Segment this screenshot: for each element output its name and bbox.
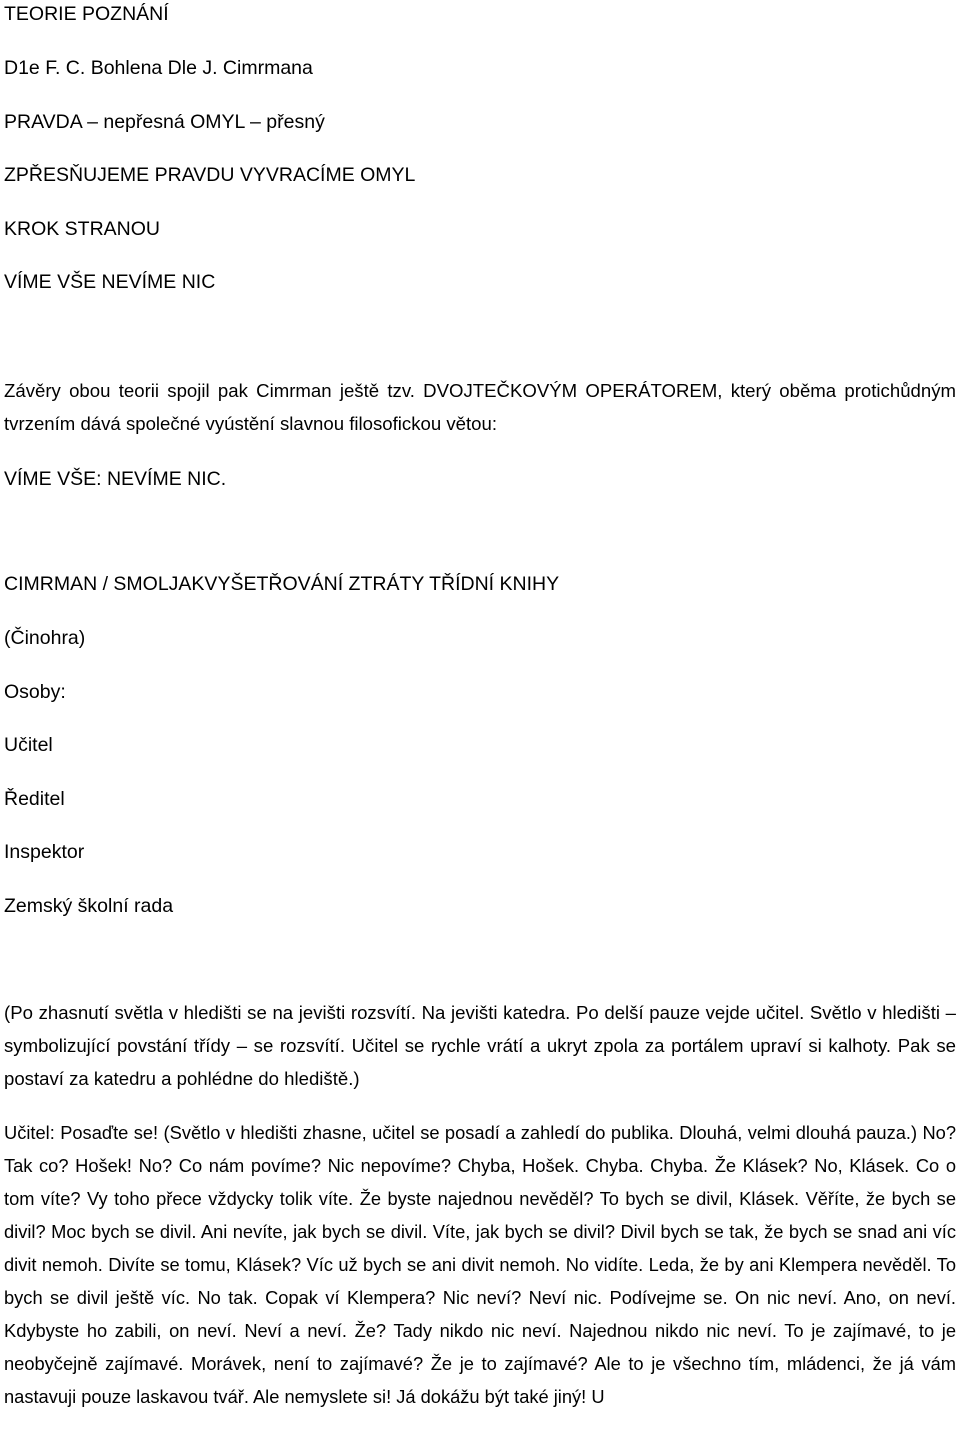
- stage-direction: (Po zhasnutí světla v hledišti se na jevišti rozsvítí. Na jevišti katedra. Po delší pauze vejde učitel. Světlo v hledišti – symbolizující povstání třídy – se rozsvítí. Učitel se rychle vrátí a ukryt zpola za portálem upraví si kalhoty. Pak se postaví za katedru a pohlédne do hlediště.): [4, 1002, 956, 1089]
- cast-member: Učitel: [4, 734, 53, 756]
- conclusion-paragraph: Závěry obou teorii spojil pak Cimrman ještě tzv. DVOJTEČKOVÝM OPERÁTOREM, který oběma protichůdným tvrzením dává společné vyústění slavnou filosofickou větou:: [4, 380, 956, 434]
- header-line-author: D1e F. C. Bohlena Dle J. Cimrmana: [4, 57, 313, 79]
- header-line-step-aside: KROK STRANOU: [4, 218, 161, 240]
- dialogue-text: Učitel: Posaďte se! (Světlo v hledišti zhasne, učitel se posadí a zahledí do publika. Dlouhá, velmi dlouhá pauza.) No? Tak co? Hošek! No? Co nám povíme? Nic nepovíme? Chyba, Hošek. Chyba. Chyba. Že Klásek? No, Klásek. Co o tom víte? Vy toho přece vždycky tolik víte. Že byste najednou nevěděl? To bych se divil, Klásek. Věříte, že bych se divil? Moc bych se divil. Ani nevíte, jak bych se divil. Víte, jak bych se divil? Divil bych se tak, že bych se snad ani víc divit nemoh. Divíte se tomu, Klásek? Víc už bych se ani divit nemoh. No vidíte. Leda, že by ani Klempera nevěděl. To bych se divil ještě víc. No tak. Copak ví Klempera? Nic neví? Neví nic. Podívejme se. On nic neví. Ano, on neví. Kdybyste ho zabili, on neví. Neví a neví. Že? Tady nikdo nic neví. Najednou nikdo nic neví. To je zajímavé, to je neobyčejně zajímavé. Morávek, není to zajímavé? Že je to zajímavé? Ale to je všechno tím, mládenci, že já vám nastavuji pouze laskavou tvář. Ale nemyslete si! Já dokážu být také jiný! U: [4, 1122, 956, 1407]
- header-line-truth-error: PRAVDA – nepřesná OMYL – přesný: [4, 111, 325, 133]
- header-line-know-all: VÍME VŠE NEVÍME NIC: [4, 271, 216, 293]
- cast-heading: Osoby:: [4, 681, 66, 703]
- cast-member: Ředitel: [4, 788, 65, 810]
- conclusion-sentence: VÍME VŠE: NEVÍME NIC.: [4, 468, 227, 490]
- header-line-title: TEORIE POZNÁNÍ: [4, 3, 169, 25]
- play-title: CIMRMAN / SMOLJAKVYŠETŘOVÁNÍ ZTRÁTY TŘÍDNÍ KNIHY: [4, 573, 560, 595]
- play-genre: (Činohra): [4, 627, 86, 649]
- cast-member: Inspektor: [4, 841, 85, 863]
- header-line-refine: ZPŘESŇUJEME PRAVDU VYVRACÍME OMYL: [4, 164, 416, 186]
- cast-member: Zemský školní rada: [4, 895, 174, 917]
